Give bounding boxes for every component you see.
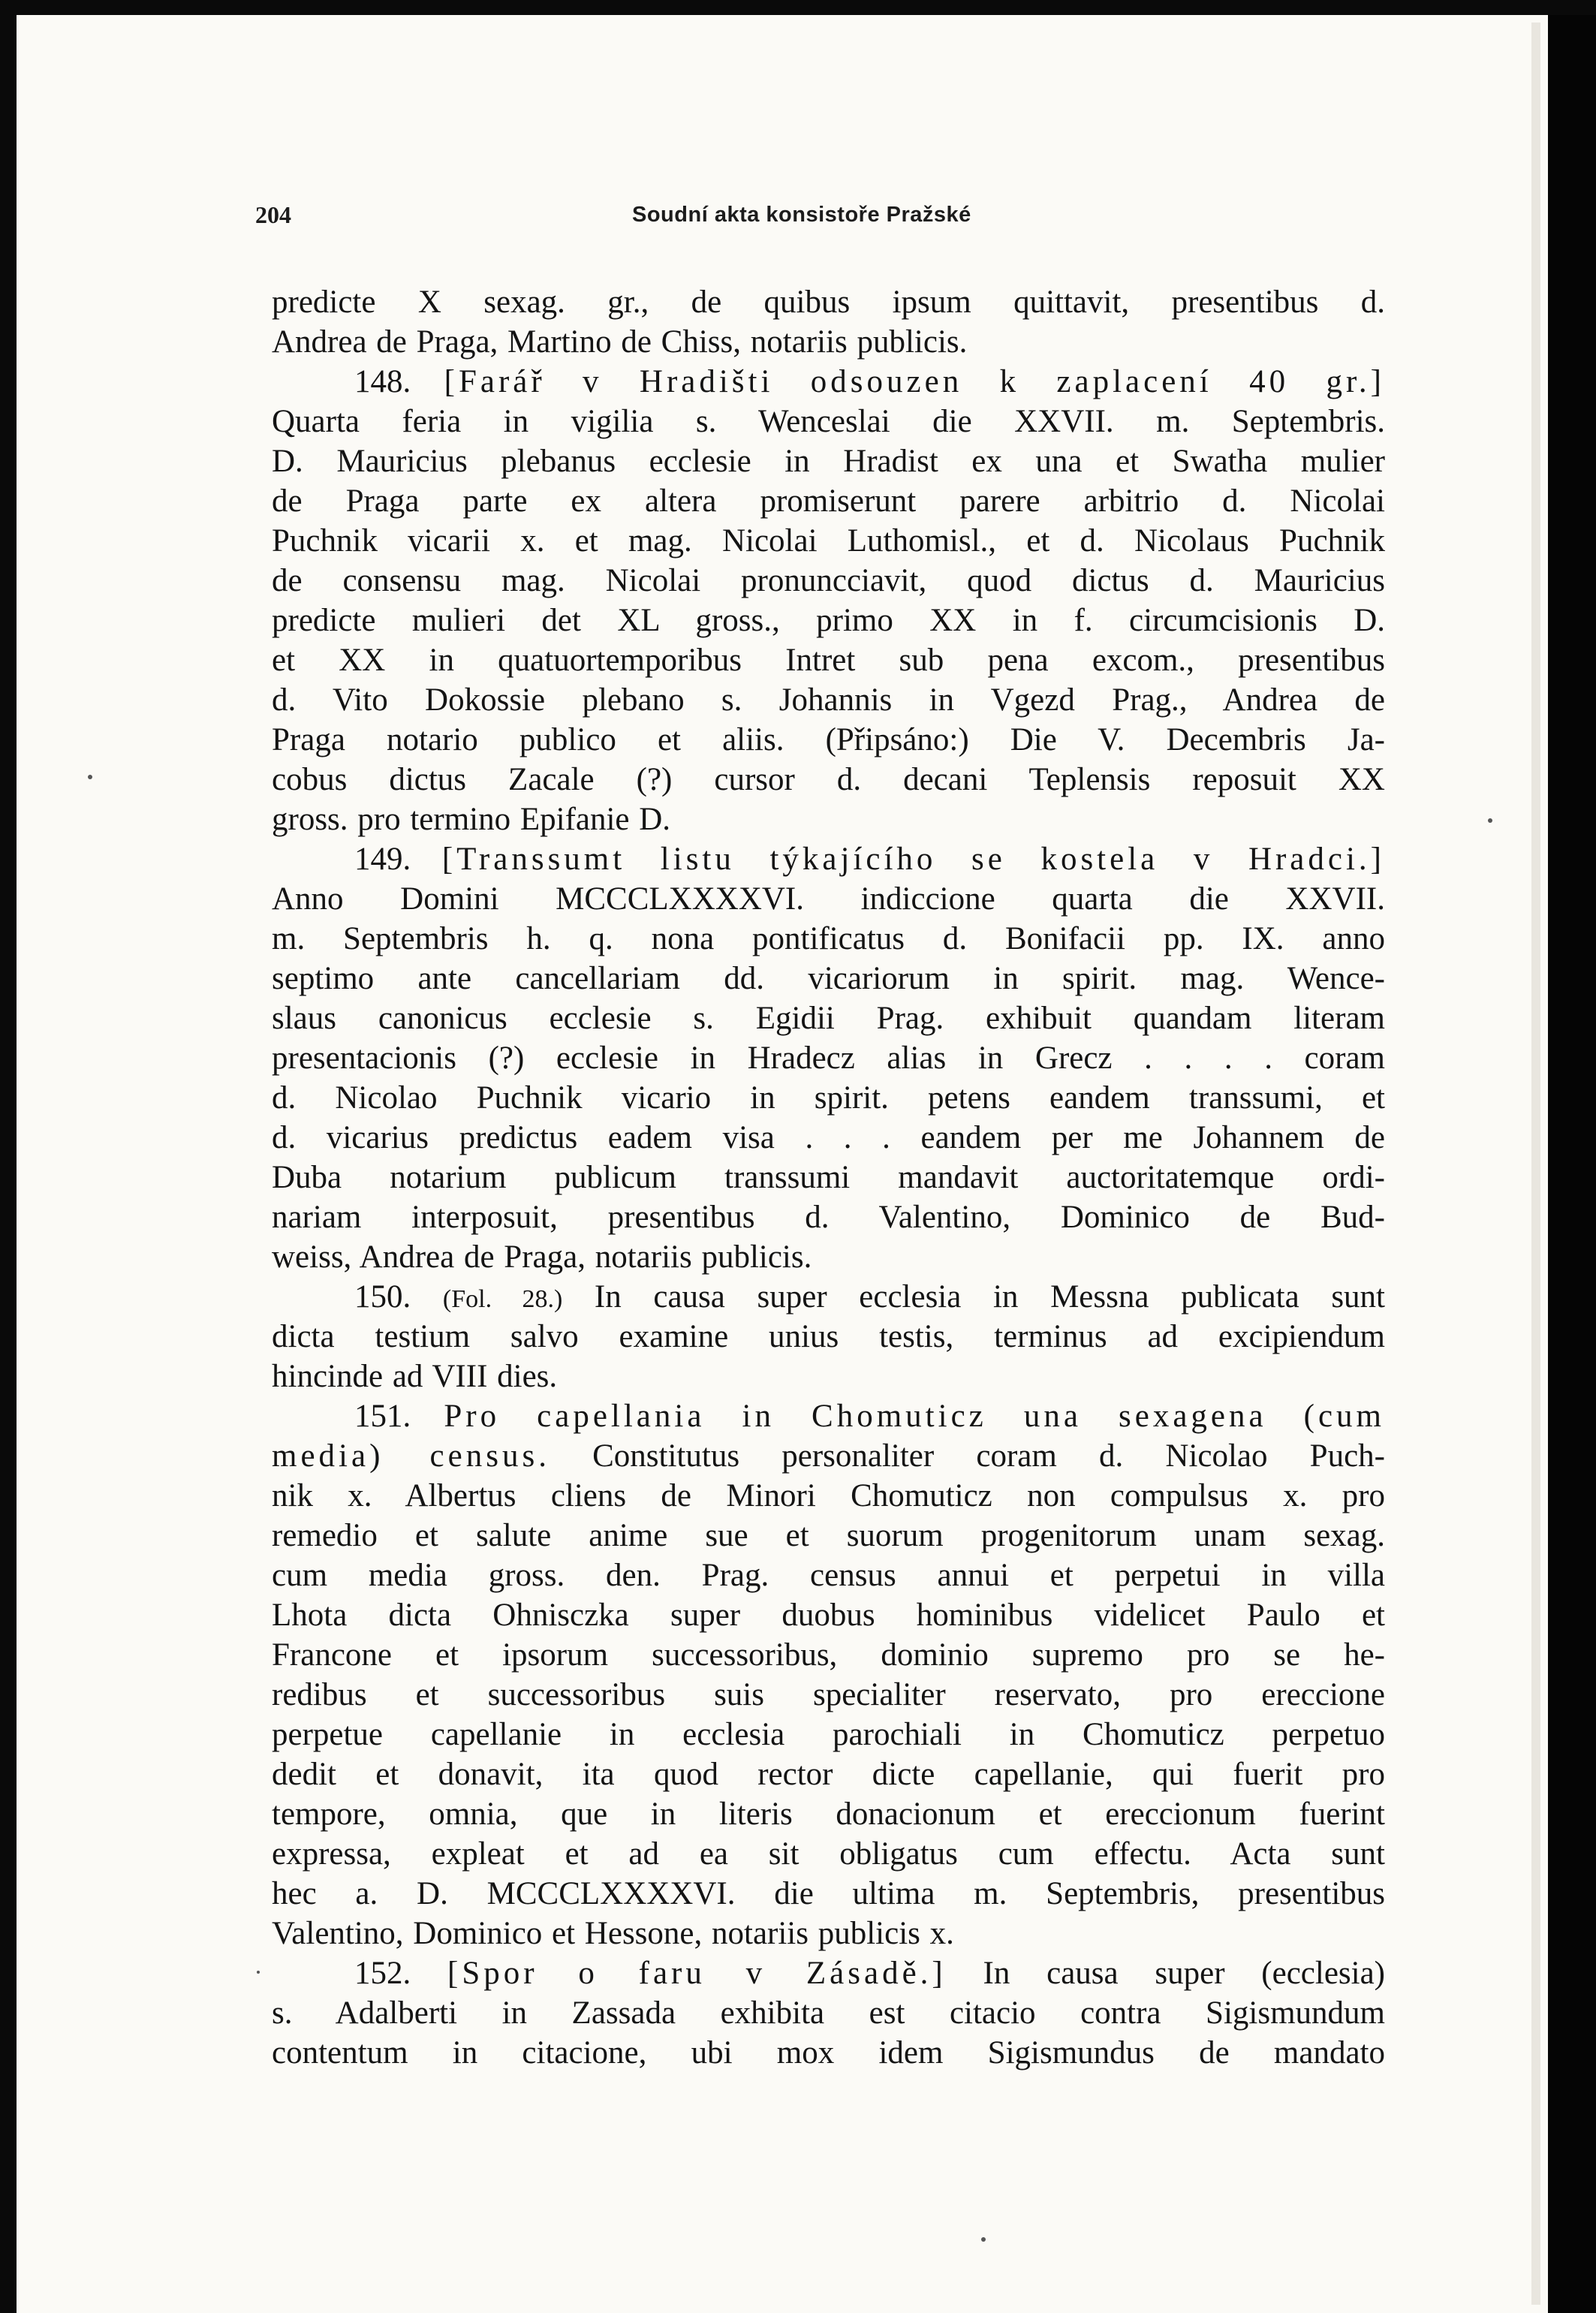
text-line: de Praga parte ex altera promiserunt parere arbitrio d. Nicolai <box>272 483 1385 519</box>
speck-mark <box>981 2237 986 2242</box>
text-line: Lhota dicta Ohnisczka super duobus hominibus videlicet Paulo et <box>272 1598 1385 1633</box>
entry-heading: [Transsumt listu týkajícího se kostela v Hradci.] <box>441 842 1385 877</box>
entry-152-heading-line <box>272 1953 1385 1993</box>
text-line: hec a. D. MCCCLXXXXVI. die ultima m. Septembris, presentibus <box>272 1876 1385 1911</box>
entry-150-first-line <box>272 1277 1385 1317</box>
text-line: tempore, omnia, que in literis donacionum et ereccionum fuerint <box>272 1796 1385 1832</box>
text-line: Andrea de Praga, Martino de Chiss, notariis publicis. <box>272 324 968 360</box>
text-line: remedio et salute anime sue et suorum progenitorum unam sexag. <box>272 1518 1385 1553</box>
text-line: d. vicarius predictus eadem visa . . . eandem per me Johannem de <box>272 1120 1385 1155</box>
text-line: predicte mulieri det XL gross., primo XX in f. circumcisionis D. <box>272 603 1385 638</box>
speck-mark <box>257 1971 260 1974</box>
text-line: Duba notarium publicum transsumi mandavit auctoritatemque ordi- <box>272 1160 1385 1195</box>
page-number: 204 <box>255 201 291 228</box>
scan-border <box>1548 15 1596 2313</box>
text-segment: In causa super ecclesia in Messna publicata sunt <box>594 1279 1385 1315</box>
text-line: predicte X sexag. gr., de quibus ipsum quittavit, presentibus d. <box>272 285 1385 320</box>
entry-number: 150. <box>354 1279 411 1315</box>
text-line: cobus dictus Zacale (?) cursor d. decani Teplensis reposuit XX <box>272 762 1385 797</box>
text-line: expressa, expleat et ad ea sit obligatus cum effectu. Acta sunt <box>272 1836 1385 1872</box>
entry-number: 151. <box>354 1399 411 1434</box>
entry-151-second-line <box>272 1436 1385 1476</box>
entry-heading: [Farář v Hradišti odsouzen k zaplacení 40 gr.] <box>444 364 1385 399</box>
text-line: septimo ante cancellariam dd. vicariorum in spirit. mag. Wence- <box>272 961 1385 996</box>
text-line: presentacionis (?) ecclesie in Hradecz alias in Grecz . . . . coram <box>272 1041 1385 1076</box>
text-line: dedit et donavit, ita quod rector dicte capellanie, qui fuerit pro <box>272 1757 1385 1792</box>
entry-151-heading-line <box>272 1396 1385 1436</box>
text-line: hincinde ad VIII dies. <box>272 1359 558 1394</box>
folio-reference: (Fol. 28.) <box>442 1285 563 1313</box>
text-line: Quarta feria in vigilia s. Wenceslai die XXVII. m. Septembris. <box>272 404 1385 439</box>
speck-mark <box>88 775 92 779</box>
entry-number: 148. <box>354 364 411 399</box>
text-line: redibus et successoribus suis specialiter reservato, pro ereccione <box>272 1677 1385 1712</box>
page-edge <box>1531 23 1540 2305</box>
text-line: de consensu mag. Nicolai pronuncciavit, quod dictus d. Mauricius <box>272 563 1385 598</box>
text-line: cum media gross. den. Prag. census annui et perpetui in villa <box>272 1558 1385 1593</box>
text-segment: In causa super (ecclesia) <box>983 1956 1386 1991</box>
entry-149-heading-line <box>272 839 1385 879</box>
entry-heading: [Spor o faru v Zásadě.] <box>447 1956 947 1991</box>
text-line: Valentino, Dominico et Hessone, notariis publicis x. <box>272 1916 954 1951</box>
text-line: slaus canonicus ecclesie s. Egidii Prag. exhibuit quandam literam <box>272 1001 1385 1036</box>
book-page <box>17 15 1548 2313</box>
text-line: Francone et ipsorum successoribus, dominio supremo pro se he- <box>272 1637 1385 1673</box>
entry-heading-cont: media) census. <box>272 1438 550 1474</box>
text-line: weiss, Andrea de Praga, notariis publicis. <box>272 1239 812 1275</box>
text-line: Puchnik vicarii x. et mag. Nicolai Luthomisl., et d. Nicolaus Puchnik <box>272 523 1385 559</box>
speck-mark <box>1488 818 1492 823</box>
text-line: contentum in citacione, ubi mox idem Sigismundus de mandato <box>272 2035 1385 2071</box>
text-line: nariam interposuit, presentibus d. Valentino, Dominico de Bud- <box>272 1200 1385 1235</box>
text-line: Praga notario publico et aliis. (Připsáno:) Die V. Decembris Ja- <box>272 722 1385 757</box>
text-line: s. Adalberti in Zassada exhibita est citacio contra Sigismundum <box>272 1995 1385 2031</box>
text-line: D. Mauricius plebanus ecclesie in Hradist ex una et Swatha mulier <box>272 444 1385 479</box>
text-line: et XX in quatuortemporibus Intret sub pena excom., presentibus <box>272 643 1385 678</box>
text-line: gross. pro termino Epifanie D. <box>272 802 671 837</box>
body-text <box>272 282 1385 2073</box>
entry-heading: Pro capellania in Chomuticz una sexagena (cum <box>444 1399 1386 1434</box>
text-line: d. Vito Dokossie plebano s. Johannis in Vgezd Prag., Andrea de <box>272 682 1385 718</box>
text-line: d. Nicolao Puchnik vicario in spirit. petens eandem transsumi, et <box>272 1080 1385 1116</box>
entry-number: 152. <box>354 1956 411 1991</box>
text-line: nik x. Albertus cliens de Minori Chomuticz non compulsus x. pro <box>272 1478 1385 1513</box>
text-line: Anno Domini MCCCLXXXXVI. indiccione quarta die XXVII. <box>272 881 1385 917</box>
text-line: perpetue capellanie in ecclesia parochiali in Chomuticz perpetuo <box>272 1717 1385 1752</box>
entry-148-heading-line <box>272 362 1385 402</box>
running-head: Soudní akta konsistoře Pražské <box>632 203 971 227</box>
text-line: dicta testium salvo examine unius testis, terminus ad excipiendum <box>272 1319 1385 1354</box>
entry-number: 149. <box>354 842 411 877</box>
text-segment: Constitutus personaliter coram d. Nicolao Puch- <box>592 1438 1386 1474</box>
text-line: m. Septembris h. q. nona pontificatus d. Bonifacii pp. IX. anno <box>272 921 1385 956</box>
